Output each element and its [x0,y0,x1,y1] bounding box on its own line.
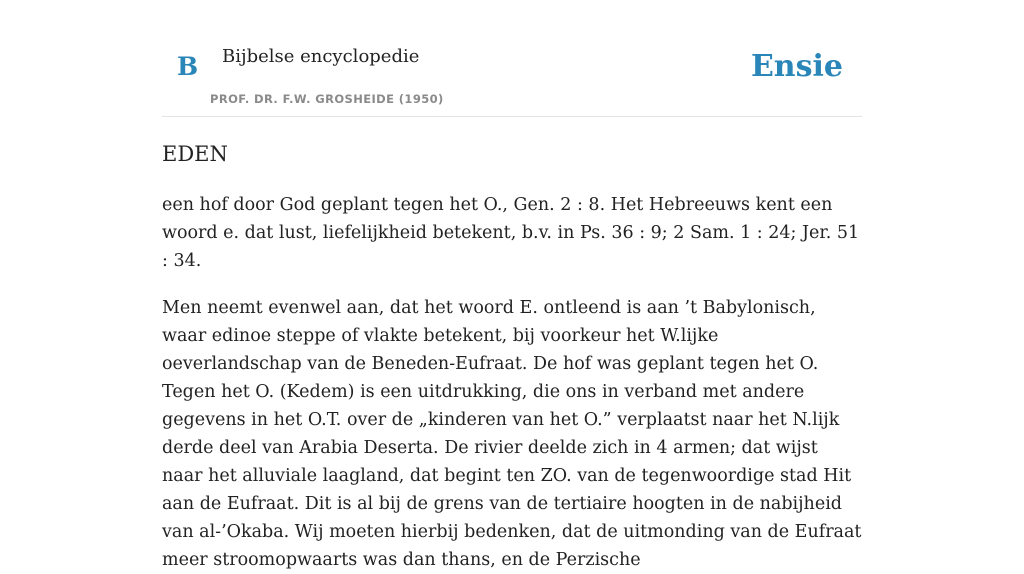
book-logo[interactable]: B [177,52,199,81]
entry-paragraph-1: een hof door God geplant tegen het O., Gen. 2 : 8. Het Hebreeuws kent een woord e. dat lust, liefelijkheid betekent, b.v. in Ps. 36 : 9; 2 Sam. 1 : 24; Jer. 51 : 34. [162,195,860,272]
book-author: PROF. DR. F.W. GROSHEIDE (1950) [210,92,444,106]
ensie-logo[interactable]: Ensie [750,49,843,84]
page [162,0,862,574]
entry-title: EDEN [162,142,228,166]
entry-paragraph-2: Men neemt evenwel aan, dat het woord E. ontleend is aan ’t Babylonisch, waar edinoe steppe of vlakte betekent, bij voorkeur het W.lijke oeverlandschap van de Beneden-Eufraat. De hof was geplant tegen het O. Tegen het O. (Kedem) is een uitdrukking, die ons in verband met andere gegevens in het O.T. over de „kinderen van het O.” verplaatst naar het N.lijk derde deel van Arabia Deserta. De rivier deelde zich in 4 armen; dat wijst naar het alluviale laagland, dat begint ten ZO. van de tegenwoordige stad Hit aan de Eufraat. Dit is al bij de grens van de tertiaire hoogten in de nabijheid van al-’Okaba. Wij moeten hierbij bedenken, dat de uitmonding van de Eufraat meer stroomopwaarts was dan thans, en de Perzische [162,298,862,571]
book-title-link[interactable]: Bijbelse encyclopedie [222,46,420,67]
book-header [162,0,862,117]
